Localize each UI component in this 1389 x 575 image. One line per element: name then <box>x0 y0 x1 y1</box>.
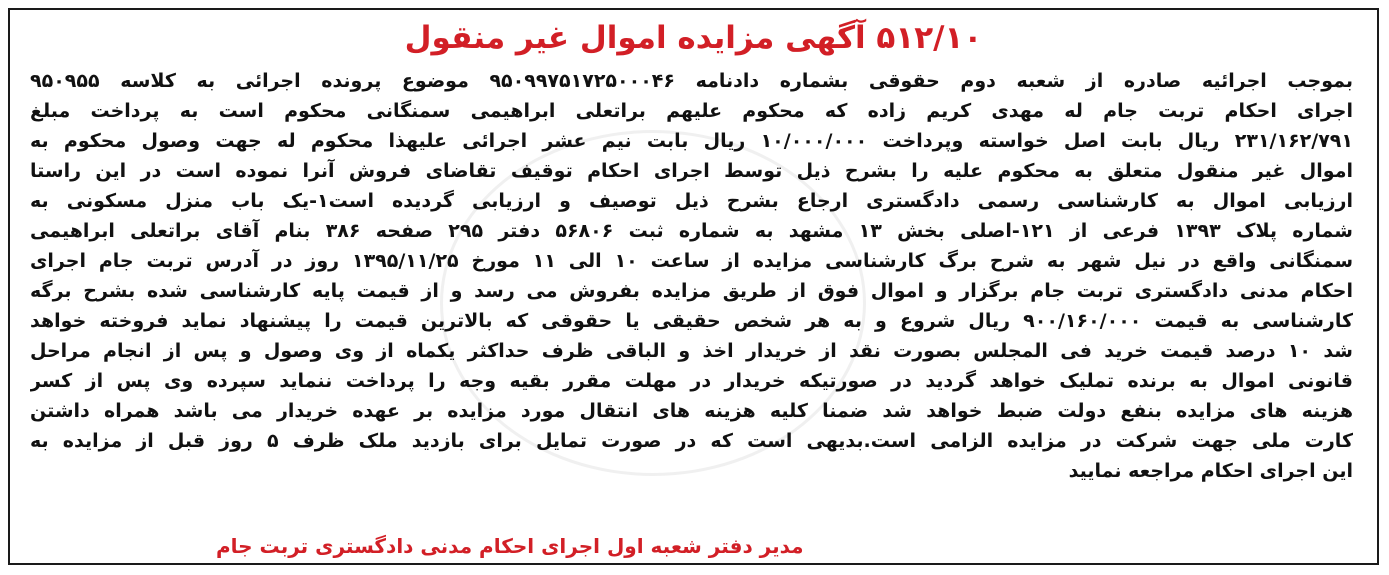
body-line: کارت ملی جهت شرکت در مزایده الزامی است.بدیهی است که در صورت تمایل برای بازدید ملک ظرف ۵ روز قبل از مزایده به <box>30 430 1353 452</box>
body-line: اجرای احکام تربت جام له مهدی کریم زاده که محکوم علیهم براتعلی ابراهیمی سمنگانی محکوم است به پرداخت مبلغ <box>30 100 1353 122</box>
notice-body <box>30 66 1353 486</box>
body-line: هزینه های مزایده بنفع دولت ضبط خواهد شد ضمنا کلیه هزینه های انتقال مورد مزایده بر عهده خریدار می باشد همراه داشتن <box>30 400 1353 422</box>
body-line: کارشناسی به قیمت ۹۰۰/۱۶۰/۰۰۰ ریال شروع و به هر شخص حقیقی یا حقوقی که بالاترین قیمت را پیشنهاد نماید فروخته خواهد <box>30 310 1353 332</box>
body-line: شد ۱۰ درصد قیمت خرید فی المجلس بصورت نقد از خریدار اخذ و الباقی ظرف حداکثر یکماه از وی وصول و پس از انجام مراحل <box>30 340 1353 362</box>
body-line: ۲۳۱/۱۶۲/۷۹۱ ریال بابت اصل خواسته وپرداخت ۱۰/۰۰۰/۰۰۰ ریال بابت نیم عشر اجرائی علیهذا محکوم له جهت وصول محکوم به <box>30 130 1353 152</box>
body-line-last: این اجرای احکام مراجعه نمایید <box>1068 460 1353 482</box>
body-line: سمنگانی واقع در نیل شهر به شرح برگ کارشناسی مزایده از ساعت ۱۰ الی ۱۱ مورخ ۱۳۹۵/۱۱/۲۵ روز در آدرس تربت جام اجرای <box>30 250 1353 272</box>
body-line: شماره پلاک ۱۳۹۳ فرعی از ۱۲۱-اصلی بخش ۱۳ مشهد به شماره ثبت ۵۶۸۰۶ دفتر ۲۹۵ صفحه ۳۸۶ بنام آقای براتعلی ابراهیمی <box>30 220 1353 242</box>
body-line: اموال غیر منقول متعلق به محکوم علیه را بشرح ذیل توسط اجرای احکام توقیف تقاضای فروش آنرا نموده است در این راستا <box>30 160 1353 182</box>
body-line: بموجب اجرائیه صادره از شعبه دوم حقوقی بشماره دادنامه ۹۵۰۹۹۷۵۱۷۲۵۰۰۰۴۶ موضوع پرونده اجرائی به کلاسه ۹۵۰۹۵۵ <box>30 70 1353 92</box>
notice-title: ۵۱۲/۱۰ آگهی مزایده اموال غیر منقول <box>404 20 983 56</box>
body-line: احکام مدنی دادگستری تربت جام برگزار و اموال فوق از طریق مزایده بفروش می رسد و از قیمت پایه کارشناسی شده بشرح برگه <box>30 280 1353 302</box>
body-line: قانونی اموال به برنده تملیک خواهد گردید در صورتیکه خریدار در مهلت مقرر بقیه وجه را پرداخت ننماید سپرده وی پس از کسر <box>30 370 1353 392</box>
body-line: ارزیابی اموال به کارشناسی رسمی دادگستری ارجاع بشرح ذیل توصیف و ارزیابی گردیده است۱-یک باب منزل مسکونی به <box>30 190 1353 212</box>
notice-frame <box>8 8 1379 565</box>
signature-line: مدیر دفتر شعبه اول اجرای احکام مدنی دادگستری تربت جام <box>216 534 804 558</box>
